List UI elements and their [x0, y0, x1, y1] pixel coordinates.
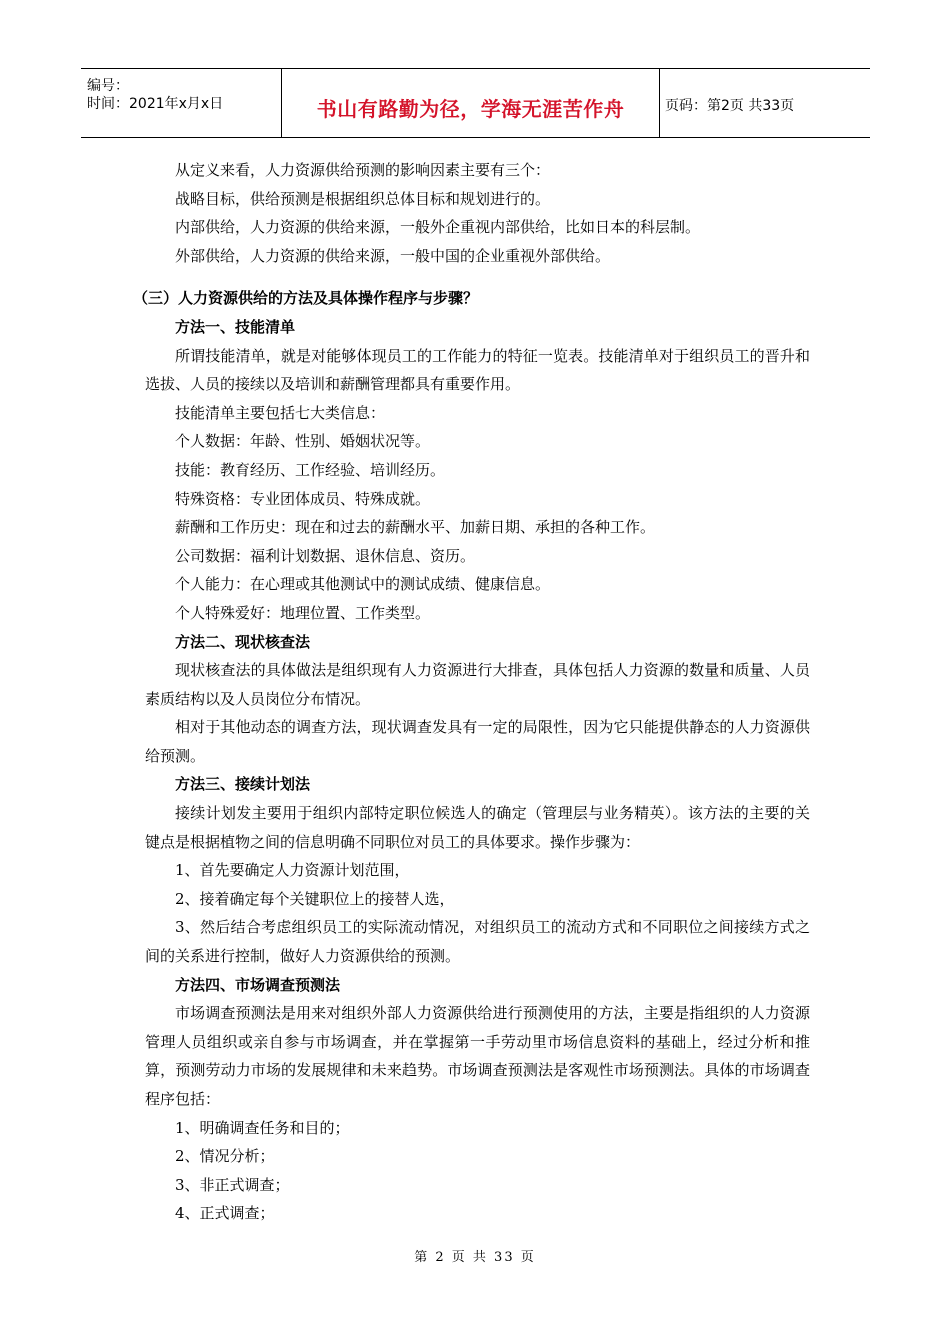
paragraph: 特殊资格：专业团体成员、特殊成就。: [175, 489, 431, 508]
section-heading: （三）人力资源供给的方法及具体操作程序与步骤？: [133, 289, 479, 308]
paragraph: 薪酬和工作历史：现在和过去的薪酬水平、加薪日期、承担的各种工作。: [175, 518, 656, 537]
document-number-label: 编号：: [87, 78, 129, 94]
paragraph: 接续计划发主要用于组织内部特定职位候选人的确定（管理层与业务精英）。该方法的主要的关键点是根据植物之间的信息明确不同职位对员工的具体要求。操作步骤为：: [145, 804, 810, 851]
motto-text: 书山有路勤为径，学海无涯苦作舟: [316, 97, 625, 121]
method-heading: 方法三、接续计划法: [175, 775, 311, 794]
header-info-cell: [81, 69, 281, 137]
header-motto-cell: [281, 69, 660, 137]
paragraph: 技能清单主要包括七大类信息：: [175, 403, 386, 422]
paragraph: 公司数据：福利计划数据、退休信息、资历。: [175, 546, 476, 565]
page-footer: 第 2 页 共 33 页: [414, 1250, 536, 1265]
method-heading: 方法四、市场调查预测法: [175, 975, 341, 994]
paragraph: 所谓技能清单，就是对能够体现员工的工作能力的特征一览表。技能清单对于组织员工的晋升和选拔、人员的接续以及培训和薪酬管理都具有重要作用。: [145, 346, 810, 394]
paragraph: 现状核查法的具体做法是组织现有人力资源进行大排查，具体包括人力资源的数量和质量、人员素质结构以及人员岗位分布情况。: [145, 661, 810, 708]
paragraph: 4、正式调查；: [175, 1204, 275, 1223]
paragraph: 技能：教育经历、工作经验、培训经历。: [175, 460, 446, 479]
method-heading: 方法一、技能清单: [175, 317, 296, 336]
paragraph: 个人能力：在心理或其他测试中的测试成绩、健康信息。: [175, 575, 551, 594]
paragraph: 2、情况分析；: [175, 1147, 275, 1166]
date-label: 时间：2021年x月x日: [87, 96, 224, 112]
page-code-label: 页码：第2页 共33页: [665, 98, 795, 114]
paragraph: 1、首先要确定人力资源计划范围，: [175, 861, 410, 880]
paragraph: 2、接着确定每个关键职位上的接替人选，: [175, 889, 455, 908]
paragraph: 个人特殊爱好：地理位置、工作类型。: [175, 603, 431, 622]
paragraph: 3、然后结合考虑组织员工的实际流动情况，对组织员工的流动方式和不同职位之间接续方式之间的关系进行控制，做好人力资源供给的预测。: [145, 918, 810, 966]
page-header: [81, 68, 870, 138]
paragraph: 相对于其他动态的调查方法，现状调查发具有一定的局限性，因为它只能提供静态的人力资源供给预测。: [145, 718, 810, 765]
paragraph: 战略目标，供给预测是根据组织总体目标和规划进行的。: [175, 189, 551, 208]
paragraph: 3、非正式调查；: [175, 1175, 290, 1194]
paragraph: 内部供给，人力资源的供给来源，一般外企重视内部供给，比如日本的科层制。: [175, 218, 701, 237]
paragraph: 市场调查预测法是用来对组织外部人力资源供给进行预测使用的方法，主要是指组织的人力资源管理人员组织或亲自参与市场调查，并在掌握第一手劳动里市场信息资料的基础上，经过分析和推算，预测劳动力市场的发展规律和未来趋势。市场调查预测法是客观性市场预测法。具体的市场调查程序包括：: [145, 1004, 810, 1108]
paragraph: 1、明确调查任务和目的；: [175, 1118, 350, 1137]
header-page-cell: [659, 69, 870, 137]
paragraph: 从定义来看，人力资源供给预测的影响因素主要有三个：: [175, 161, 551, 179]
paragraph: 外部供给，人力资源的供给来源，一般中国的企业重视外部供给。: [175, 246, 611, 265]
paragraph: 个人数据：年龄、性别、婚姻状况等。: [175, 432, 431, 451]
document-body: [133, 156, 810, 1228]
method-heading: 方法二、现状核查法: [175, 632, 311, 651]
